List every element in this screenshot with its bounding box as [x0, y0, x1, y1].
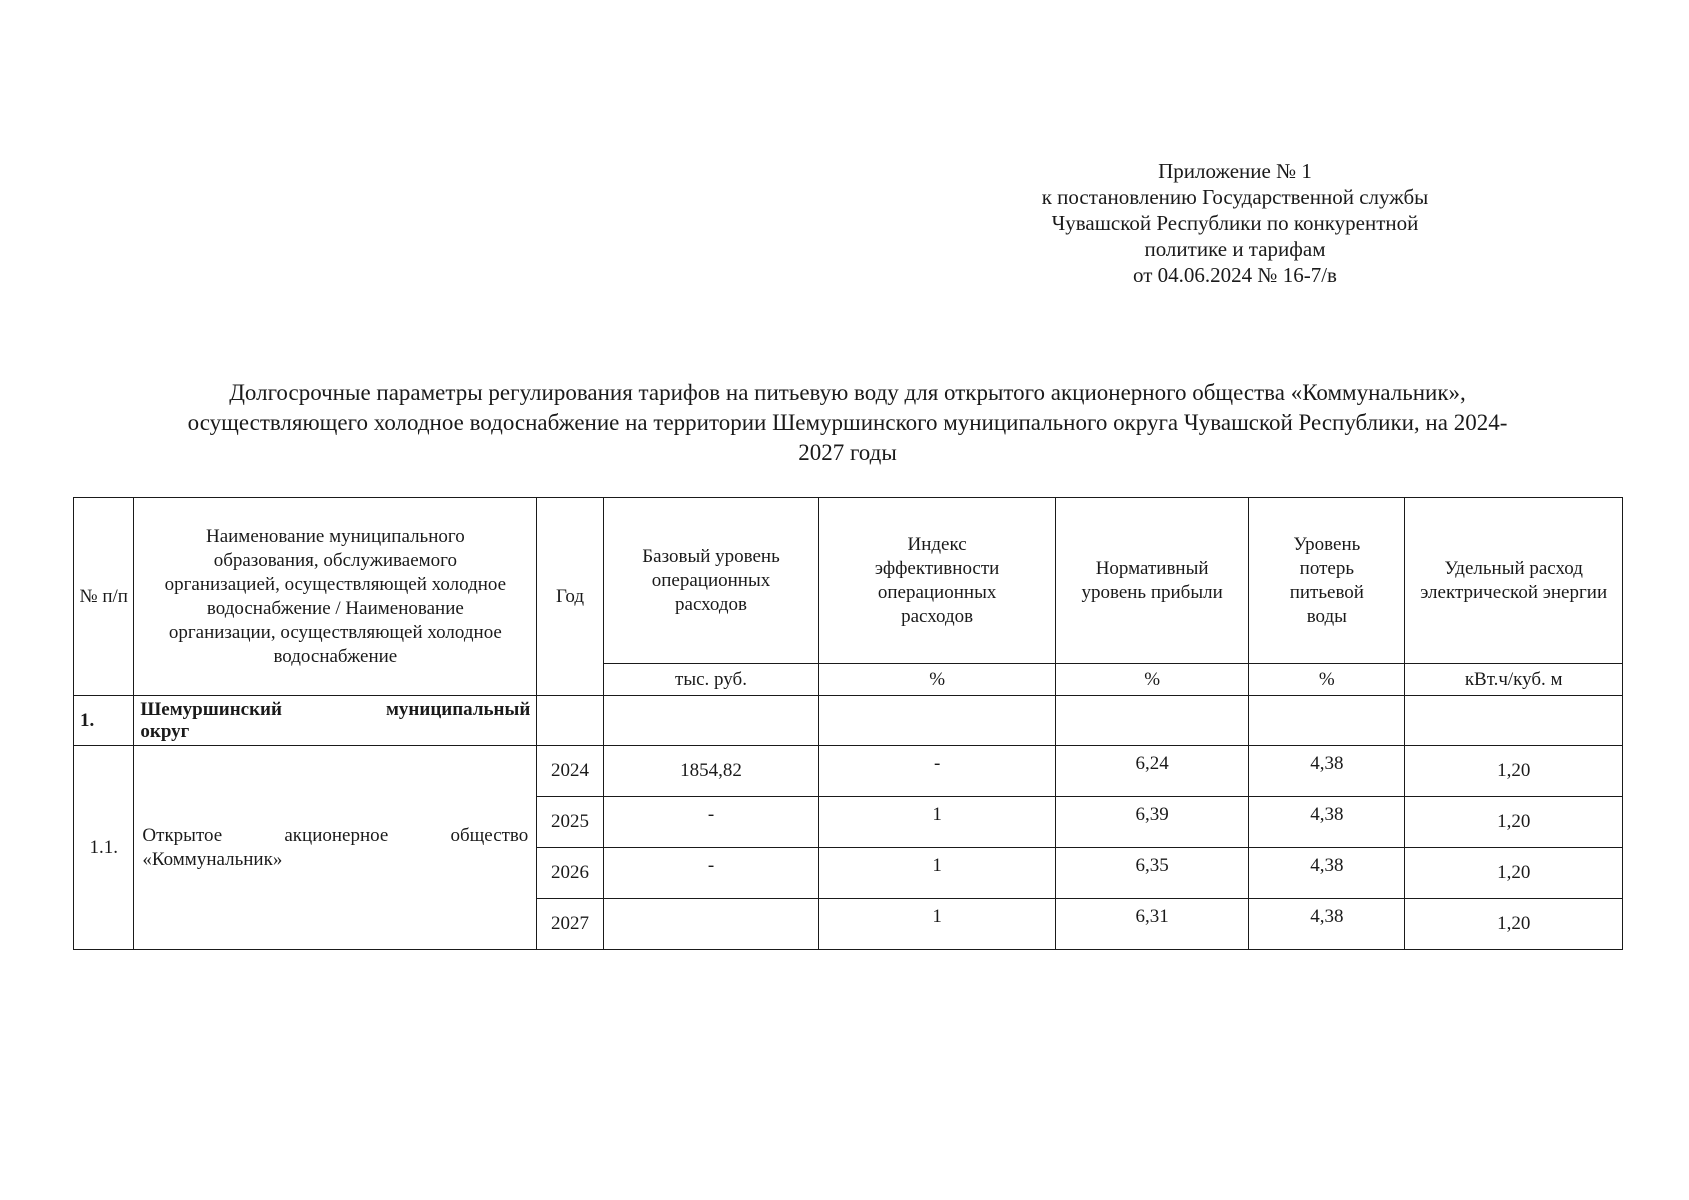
header-name: Наименование муниципального образования, обслуживаемого организацией, осуществляющей холодное водоснабжение / Наименование организации, осуществляющей холодное водоснабжение	[134, 498, 537, 696]
header-base-opex: Базовый уровень операционных расходов	[603, 498, 819, 664]
header-water-losses: Уровень потерь питьевой воды	[1249, 498, 1405, 664]
org-name	[134, 746, 537, 950]
row-index: 1	[819, 848, 1056, 899]
section-losses-empty	[1249, 696, 1405, 746]
org-name-line-1: Открытое акционерное общество	[142, 824, 529, 846]
section-name-line-2: округ	[140, 720, 190, 742]
row-losses: 4,38	[1249, 848, 1405, 899]
org-name-line-2: «Коммунальник»	[142, 848, 283, 870]
header-efficiency-index: Индекс эффективности операционных расходов	[819, 498, 1056, 664]
title-line-1: Долгосрочные параметры регулирования тарифов на питьевую воду для открытого акционерного общества «Коммунальник»,	[229, 380, 1466, 405]
appendix-line-1: Приложение № 1	[1158, 159, 1312, 183]
row-base: -	[603, 797, 819, 848]
unit-index: %	[819, 664, 1056, 696]
row-losses: 4,38	[1249, 797, 1405, 848]
row-profit: 6,39	[1055, 797, 1248, 848]
row-year: 2027	[537, 899, 603, 950]
row-profit: 6,24	[1055, 746, 1248, 797]
row-energy: 1,20	[1405, 848, 1623, 899]
row-base: 1854,82	[603, 746, 819, 797]
section-energy-empty	[1405, 696, 1623, 746]
section-num: 1.	[74, 696, 134, 746]
org-num: 1.1.	[74, 746, 134, 950]
unit-energy: кВт.ч/куб. м	[1405, 664, 1623, 696]
row-base: -	[603, 848, 819, 899]
header-energy-consumption: Удельный расход электрической энергии	[1405, 498, 1623, 664]
document-title	[70, 378, 1625, 468]
unit-base: тыс. руб.	[603, 664, 819, 696]
section-base-empty	[603, 696, 819, 746]
row-base	[603, 899, 819, 950]
row-index: -	[819, 746, 1056, 797]
appendix-line-5: от 04.06.2024 № 16-7/в	[1133, 263, 1337, 287]
section-index-empty	[819, 696, 1056, 746]
row-energy: 1,20	[1405, 899, 1623, 950]
row-year: 2026	[537, 848, 603, 899]
row-year: 2025	[537, 797, 603, 848]
header-profit-level: Нормативный уровень прибыли	[1055, 498, 1248, 664]
row-profit: 6,31	[1055, 899, 1248, 950]
unit-losses: %	[1249, 664, 1405, 696]
unit-profit: %	[1055, 664, 1248, 696]
appendix-block	[935, 158, 1535, 288]
section-name	[134, 696, 537, 746]
header-num: № п/п	[74, 498, 134, 696]
row-energy: 1,20	[1405, 797, 1623, 848]
header-year: Год	[537, 498, 603, 696]
section-profit-empty	[1055, 696, 1248, 746]
row-index: 1	[819, 797, 1056, 848]
section-row	[74, 696, 1623, 746]
section-year-empty	[537, 696, 603, 746]
section-name-line-1: Шемуршинский муниципальный	[140, 698, 531, 720]
appendix-line-2: к постановлению Государственной службы	[1041, 185, 1429, 209]
row-year: 2024	[537, 746, 603, 797]
appendix-line-3: Чувашской Республики по конкурентной	[1051, 211, 1419, 235]
row-energy: 1,20	[1405, 746, 1623, 797]
title-line-2: осуществляющего холодное водоснабжение на территории Шемуршинского муниципального округа Чувашской Республики, на 2024-	[187, 410, 1508, 435]
table-header-row	[74, 498, 1623, 664]
table-row	[74, 746, 1623, 797]
row-profit: 6,35	[1055, 848, 1248, 899]
parameters-table	[73, 497, 1623, 950]
row-index: 1	[819, 899, 1056, 950]
row-losses: 4,38	[1249, 899, 1405, 950]
appendix-line-4: политике и тарифам	[1144, 237, 1326, 261]
title-line-3: 2027 годы	[798, 440, 897, 465]
row-losses: 4,38	[1249, 746, 1405, 797]
